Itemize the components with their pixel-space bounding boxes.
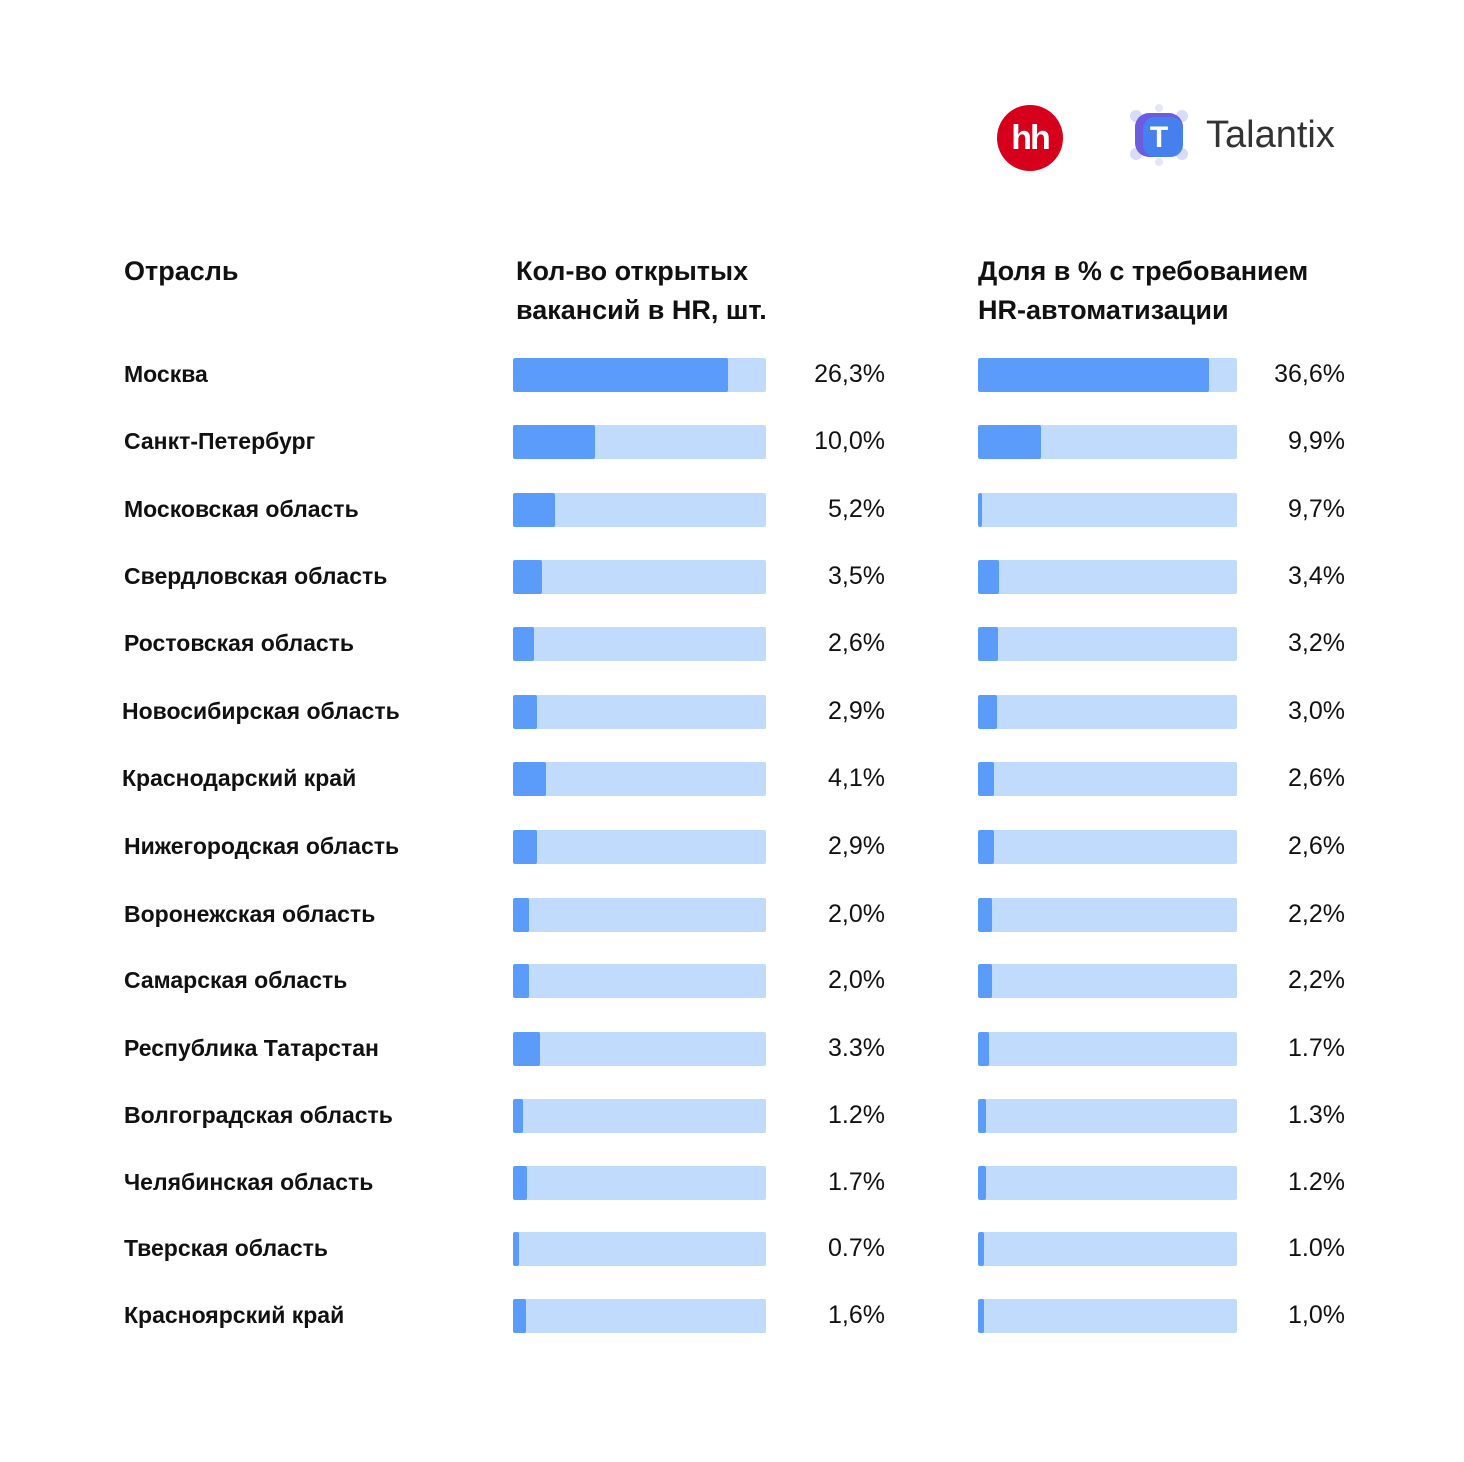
bar-track: [513, 695, 766, 729]
bar-fill: [513, 560, 542, 594]
bar-fill: [978, 493, 982, 527]
bar-fill: [978, 560, 999, 594]
bar-value-label: 2,2%: [1288, 966, 1345, 994]
bar-fill: [978, 1099, 986, 1133]
bar-track: [513, 1032, 766, 1066]
bar-track: [513, 425, 766, 459]
bar-value-label: 4,1%: [828, 764, 885, 792]
bar-fill: [513, 762, 546, 796]
bar-track: [978, 1299, 1237, 1333]
bar-value-label: 9,9%: [1288, 427, 1345, 455]
bar-value-label: 1.7%: [1288, 1034, 1345, 1062]
bar-fill: [978, 1166, 986, 1200]
region-label: Волгоградская область: [124, 1102, 393, 1128]
bar-value-label: 1.0%: [1288, 1234, 1345, 1262]
logos: [995, 100, 1355, 170]
bar-value-label: 2,2%: [1288, 900, 1345, 928]
bar-value-label: 26,3%: [814, 360, 885, 388]
bar-track: [978, 493, 1237, 527]
bar-value-label: 2,0%: [828, 900, 885, 928]
bar-value-label: 5,2%: [828, 495, 885, 523]
bar-value-label: 9,7%: [1288, 495, 1345, 523]
bar-value-label: 1,0%: [1288, 1301, 1345, 1329]
bar-track: [978, 560, 1237, 594]
bar-value-label: 2,6%: [1288, 832, 1345, 860]
region-label: Новосибирская область: [122, 698, 400, 724]
bar-fill: [513, 1032, 540, 1066]
talantix-letter: T: [1149, 121, 1169, 154]
bar-value-label: 2,9%: [828, 832, 885, 860]
bar-track: [513, 830, 766, 864]
region-label: Московская область: [124, 496, 359, 522]
bar-track: [513, 560, 766, 594]
bar-fill: [513, 830, 537, 864]
bar-track: [978, 425, 1237, 459]
bar-fill: [978, 762, 994, 796]
bar-track: [513, 1166, 766, 1200]
bar-value-label: 2,6%: [828, 629, 885, 657]
bar-track: [513, 627, 766, 661]
header-automation: Доля в % с требованием HR-автоматизации: [978, 256, 1309, 325]
bar-fill: [978, 898, 992, 932]
bar-fill: [978, 695, 997, 729]
talantix-icon: [1128, 104, 1190, 166]
bar-fill: [978, 1299, 984, 1333]
talantix-logo: [1128, 100, 1335, 170]
bar-value-label: 10,0%: [814, 427, 885, 455]
bar-value-label: 3,0%: [1288, 697, 1345, 725]
bar-track: [513, 1232, 766, 1266]
bar-fill: [513, 1232, 519, 1266]
bar-fill: [513, 1166, 527, 1200]
bar-value-label: 1.3%: [1288, 1101, 1345, 1129]
region-label: Воронежская область: [124, 901, 376, 927]
region-label: Республика Татарстан: [124, 1035, 379, 1061]
bar-value-label: 1,6%: [828, 1301, 885, 1329]
bar-track: [978, 1032, 1237, 1066]
region-label: Красноярский край: [124, 1302, 345, 1328]
bar-fill: [513, 695, 537, 729]
bar-fill: [513, 964, 529, 998]
bar-fill: [978, 358, 1209, 392]
bar-value-label: 3.3%: [828, 1034, 885, 1062]
bar-track: [978, 1099, 1237, 1133]
bar-fill: [513, 898, 529, 932]
header-vacancies: Кол-во открытых вакансий в HR, шт.: [516, 256, 767, 325]
bar-fill: [978, 964, 992, 998]
bar-track: [513, 358, 766, 392]
bar-value-label: 2,0%: [828, 966, 885, 994]
bar-track: [513, 493, 766, 527]
bar-fill: [978, 830, 994, 864]
region-label: Нижегородская область: [124, 833, 400, 859]
region-label: Краснодарский край: [122, 765, 357, 791]
bar-fill: [513, 425, 595, 459]
region-label: Москва: [124, 361, 208, 387]
bar-fill: [978, 627, 998, 661]
bar-value-label: 2,6%: [1288, 764, 1345, 792]
bar-value-label: 1.2%: [1288, 1168, 1345, 1196]
bar-fill: [978, 1232, 984, 1266]
bar-track: [978, 627, 1237, 661]
bar-value-label: 0.7%: [828, 1234, 885, 1262]
bar-track: [978, 1166, 1237, 1200]
region-label: Санкт-Петербург: [124, 428, 316, 454]
bar-track: [978, 695, 1237, 729]
region-label: Ростовская область: [124, 630, 355, 656]
bar-track: [978, 358, 1237, 392]
bar-value-label: 3,4%: [1288, 562, 1345, 590]
region-label: Челябинская область: [124, 1169, 374, 1195]
region-label: Самарская область: [124, 967, 348, 993]
bar-track: [978, 898, 1237, 932]
bar-value-label: 2,9%: [828, 697, 885, 725]
bar-track: [978, 830, 1237, 864]
bar-fill: [513, 358, 728, 392]
bar-fill: [513, 493, 555, 527]
bar-value-label: 3,5%: [828, 562, 885, 590]
talantix-wordmark: Talantix: [1206, 113, 1335, 156]
region-label: Тверская область: [124, 1235, 329, 1261]
region-label: Свердловская область: [124, 563, 388, 589]
bar-track: [513, 964, 766, 998]
bar-value-label: 1.2%: [828, 1101, 885, 1129]
bar-track: [978, 964, 1237, 998]
bar-fill: [978, 1032, 989, 1066]
bar-value-label: 3,2%: [1288, 629, 1345, 657]
header-region: Отрасль: [124, 256, 239, 286]
hh-logo: hh: [997, 105, 1063, 171]
bar-track: [513, 1299, 766, 1333]
bar-track: [513, 762, 766, 796]
bar-fill: [978, 425, 1041, 459]
bar-track: [978, 762, 1237, 796]
bar-fill: [513, 627, 534, 661]
bar-track: [513, 898, 766, 932]
bar-value-label: 36,6%: [1274, 360, 1345, 388]
bar-track: [513, 1099, 766, 1133]
bar-fill: [513, 1299, 526, 1333]
bar-value-label: 1.7%: [828, 1168, 885, 1196]
bar-track: [978, 1232, 1237, 1266]
bar-fill: [513, 1099, 523, 1133]
